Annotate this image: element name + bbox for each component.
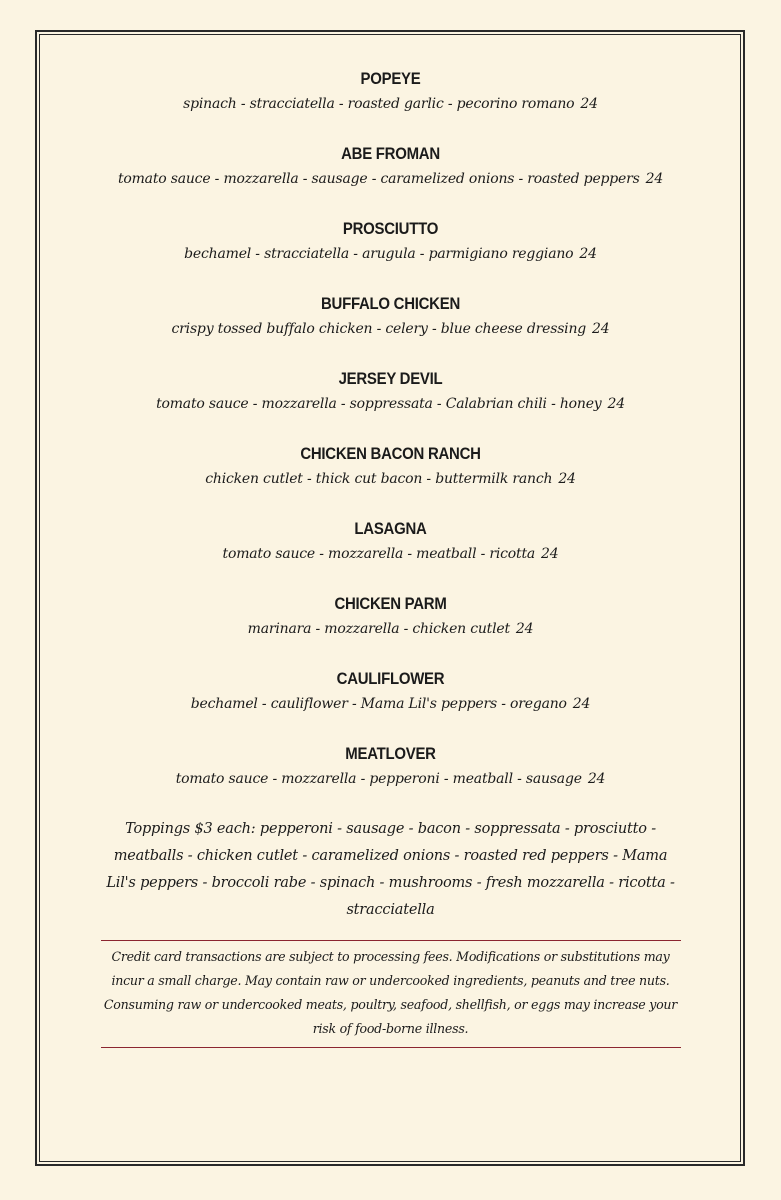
menu-item-ingredients: spinach - stracciatella - roasted garlic - pecorino romano xyxy=(183,96,575,112)
menu-item-name: POPEYE xyxy=(360,69,421,88)
menu-item-price: 24 xyxy=(607,396,625,412)
menu-item xyxy=(60,666,721,716)
toppings-note: Toppings $3 each: pepperoni - sausage - bacon - soppressata - prosciutto - meatballs - chicken cutlet - caramelized onions - roasted red peppers - Mama Lil's peppers - broccoli rabe - spinach - mushrooms - fresh mozzarella - ricotta - stracciatella xyxy=(106,821,675,918)
menu-item-price: 24 xyxy=(515,621,534,637)
menu-item-description xyxy=(60,692,721,716)
menu-item xyxy=(60,366,721,416)
menu-item-description xyxy=(60,317,721,341)
disclaimer-note: Credit card transactions are subject to processing fees. Modifications or substitutions may incur a small charge. May contain raw or undercooked ingredients, peanuts and tree nuts. Consuming raw or undercooked meats, poultry, seafood, shellfish, or eggs may increase your risk of food-borne illness. xyxy=(101,940,681,1048)
menu-item-name: ABE FROMAN xyxy=(341,144,440,163)
menu-item-name: CHICKEN PARM xyxy=(334,594,447,613)
menu-item-price: 24 xyxy=(592,321,610,337)
menu-item-price: 24 xyxy=(579,246,597,262)
menu-item xyxy=(60,141,721,191)
menu-item-ingredients: bechamel - stracciatella - arugula - parmigiano reggiano xyxy=(184,246,574,262)
menu-item-description xyxy=(60,242,721,266)
menu-item-name: CHICKEN BACON RANCH xyxy=(300,444,481,463)
menu-item-name: CAULIFLOWER xyxy=(336,669,445,688)
menu-item-ingredients: tomato sauce - mozzarella - meatball - ricotta xyxy=(222,546,536,562)
menu-item-description xyxy=(60,92,721,116)
menu-item-ingredients: tomato sauce - mozzarella - sausage - caramelized onions - roasted peppers xyxy=(117,171,640,187)
menu-item-ingredients: tomato sauce - mozzarella - pepperoni - meatball - sausage xyxy=(175,771,582,787)
menu-item-ingredients: chicken cutlet - thick cut bacon - buttermilk ranch xyxy=(205,471,553,487)
menu-item-description xyxy=(60,167,721,191)
menu-item-name: BUFFALO CHICKEN xyxy=(320,294,460,313)
menu-item-price: 24 xyxy=(558,471,576,487)
pizza-menu xyxy=(60,66,721,1048)
menu-item xyxy=(60,591,721,641)
menu-item-price: 24 xyxy=(587,771,606,787)
menu-item-description xyxy=(60,467,721,491)
menu-item-price: 24 xyxy=(645,171,664,187)
menu-item xyxy=(60,66,721,116)
menu-item-name: PROSCIUTTO xyxy=(342,219,439,238)
menu-item-price: 24 xyxy=(580,96,598,112)
menu-item-description xyxy=(60,767,721,791)
menu-item xyxy=(60,441,721,491)
menu-item-description xyxy=(60,392,721,416)
menu-item xyxy=(60,216,721,266)
menu-item xyxy=(60,741,721,791)
menu-item-price: 24 xyxy=(541,546,559,562)
menu-item-ingredients: crispy tossed buffalo chicken - celery - blue cheese dressing xyxy=(171,321,587,337)
menu-item-ingredients: bechamel - cauliflower - Mama Lil's peppers - oregano xyxy=(190,696,567,712)
menu-item-description xyxy=(60,617,721,641)
menu-item-ingredients: marinara - mozzarella - chicken cutlet xyxy=(247,621,510,637)
menu-item-ingredients: tomato sauce - mozzarella - soppressata - Calabrian chili - honey xyxy=(156,396,602,412)
menu-item xyxy=(60,291,721,341)
menu-item-name: LASAGNA xyxy=(354,519,427,538)
menu-item-description xyxy=(60,542,721,566)
menu-item-price: 24 xyxy=(572,696,591,712)
menu-item-name: JERSEY DEVIL xyxy=(338,369,443,388)
menu-item xyxy=(60,516,721,566)
menu-item-name: MEATLOVER xyxy=(345,744,436,763)
